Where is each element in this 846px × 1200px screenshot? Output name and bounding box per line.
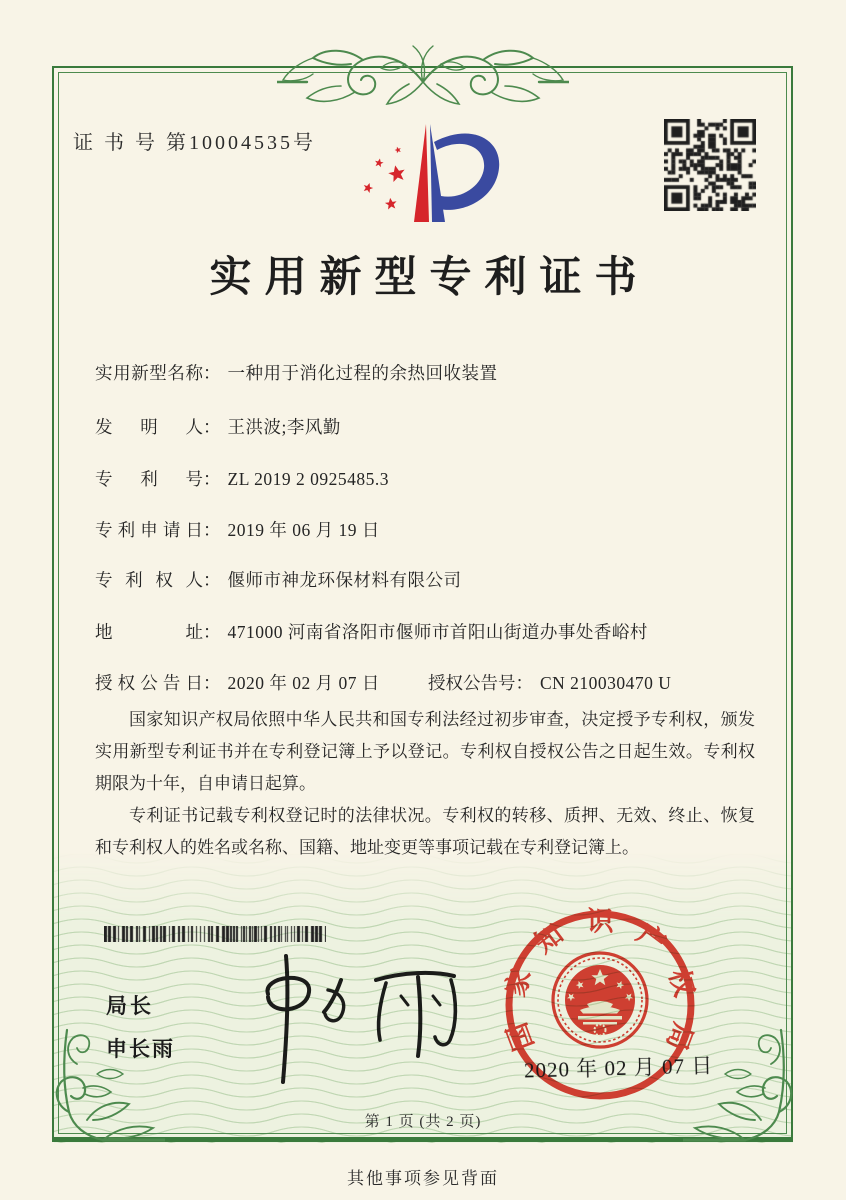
field-row-patentee: 专利权人： 偃师市神龙环保材料有限公司 [95,567,462,592]
field-value: 2019 年 06 月 19 日 [227,520,380,540]
notice-paragraph-2: 专利证书记载专利权登记时的法律状况。专利权的转移、质押、无效、终止、恢复和专利权人的姓名或名称、国籍、地址变更等事项记载在专利登记簿上。 [95,806,755,857]
field-label: 地址 [95,622,203,642]
top-flourish-ornament [277,38,569,124]
field-label: 授权公告号 [428,673,516,693]
back-side-note: 其他事项参见背面 [347,1169,499,1188]
field-label: 实用新型名称 [95,363,203,383]
field-row-grant-no: 授权公告号： CN 210030470 U [428,673,672,693]
field-row-inventor: 发明人： 王洪波;李风勤 [95,414,341,439]
cnipa-logo-icon [350,114,520,238]
field-row-filing-date: 专利申请日： 2019 年 06 月 19 日 [95,517,380,542]
director-name: 申长雨 [106,1038,175,1061]
director-signature [228,934,463,1084]
field-value: CN 210030470 U [540,673,672,693]
legal-notice [95,704,755,864]
notice-paragraph-1: 国家知识产权局依照中华人民共和国专利法经过初步审查，决定授予专利权，颁发实用新型专利证书并在专利登记簿上予以登记。专利权自授权公告之日起生效。专利权期限为十年，自申请日起算。 [95,710,755,793]
page-number: 第 1 页 (共 2 页) [364,1114,482,1130]
certificate-title: 实用新型专利证书 [209,255,650,301]
field-value: 王洪波;李风勤 [227,417,341,437]
field-value: 2020 年 02 月 07 日 [227,673,380,693]
field-label: 授权公告日 [95,673,203,693]
field-value: 471000 河南省洛阳市偃师市首阳山街道办事处香峪村 [227,622,648,642]
field-value: ZL 2019 2 0925485.3 [227,469,389,489]
field-label: 专利号 [95,469,203,489]
qr-code [664,119,756,211]
field-row-patent-no: 专利号： ZL 2019 2 0925485.3 [95,466,389,491]
field-row-address: 地址： 471000 河南省洛阳市偃师市首阳山街道办事处香峪村 [95,619,648,644]
director-title: 局长 [106,995,154,1018]
field-label: 发明人 [95,417,203,437]
director-block [106,990,175,1063]
certificate-number: 证 书 号 第10004535号 [73,132,316,154]
field-value: 一种用于消化过程的余热回收装置 [227,363,498,383]
field-row-name: 实用新型名称： 一种用于消化过程的余热回收装置 [95,360,498,385]
seal-date: 2020 年 02 月 07 日 [523,1053,714,1083]
field-label: 专利权人 [95,570,203,590]
seal-ring-text: 国家知识产权局 [500,906,700,1055]
field-row-grant-date: 授权公告日： 2020 年 02 月 07 日 [95,670,380,695]
field-label: 专利申请日 [95,520,203,540]
field-value: 偃师市神龙环保材料有限公司 [227,570,462,590]
